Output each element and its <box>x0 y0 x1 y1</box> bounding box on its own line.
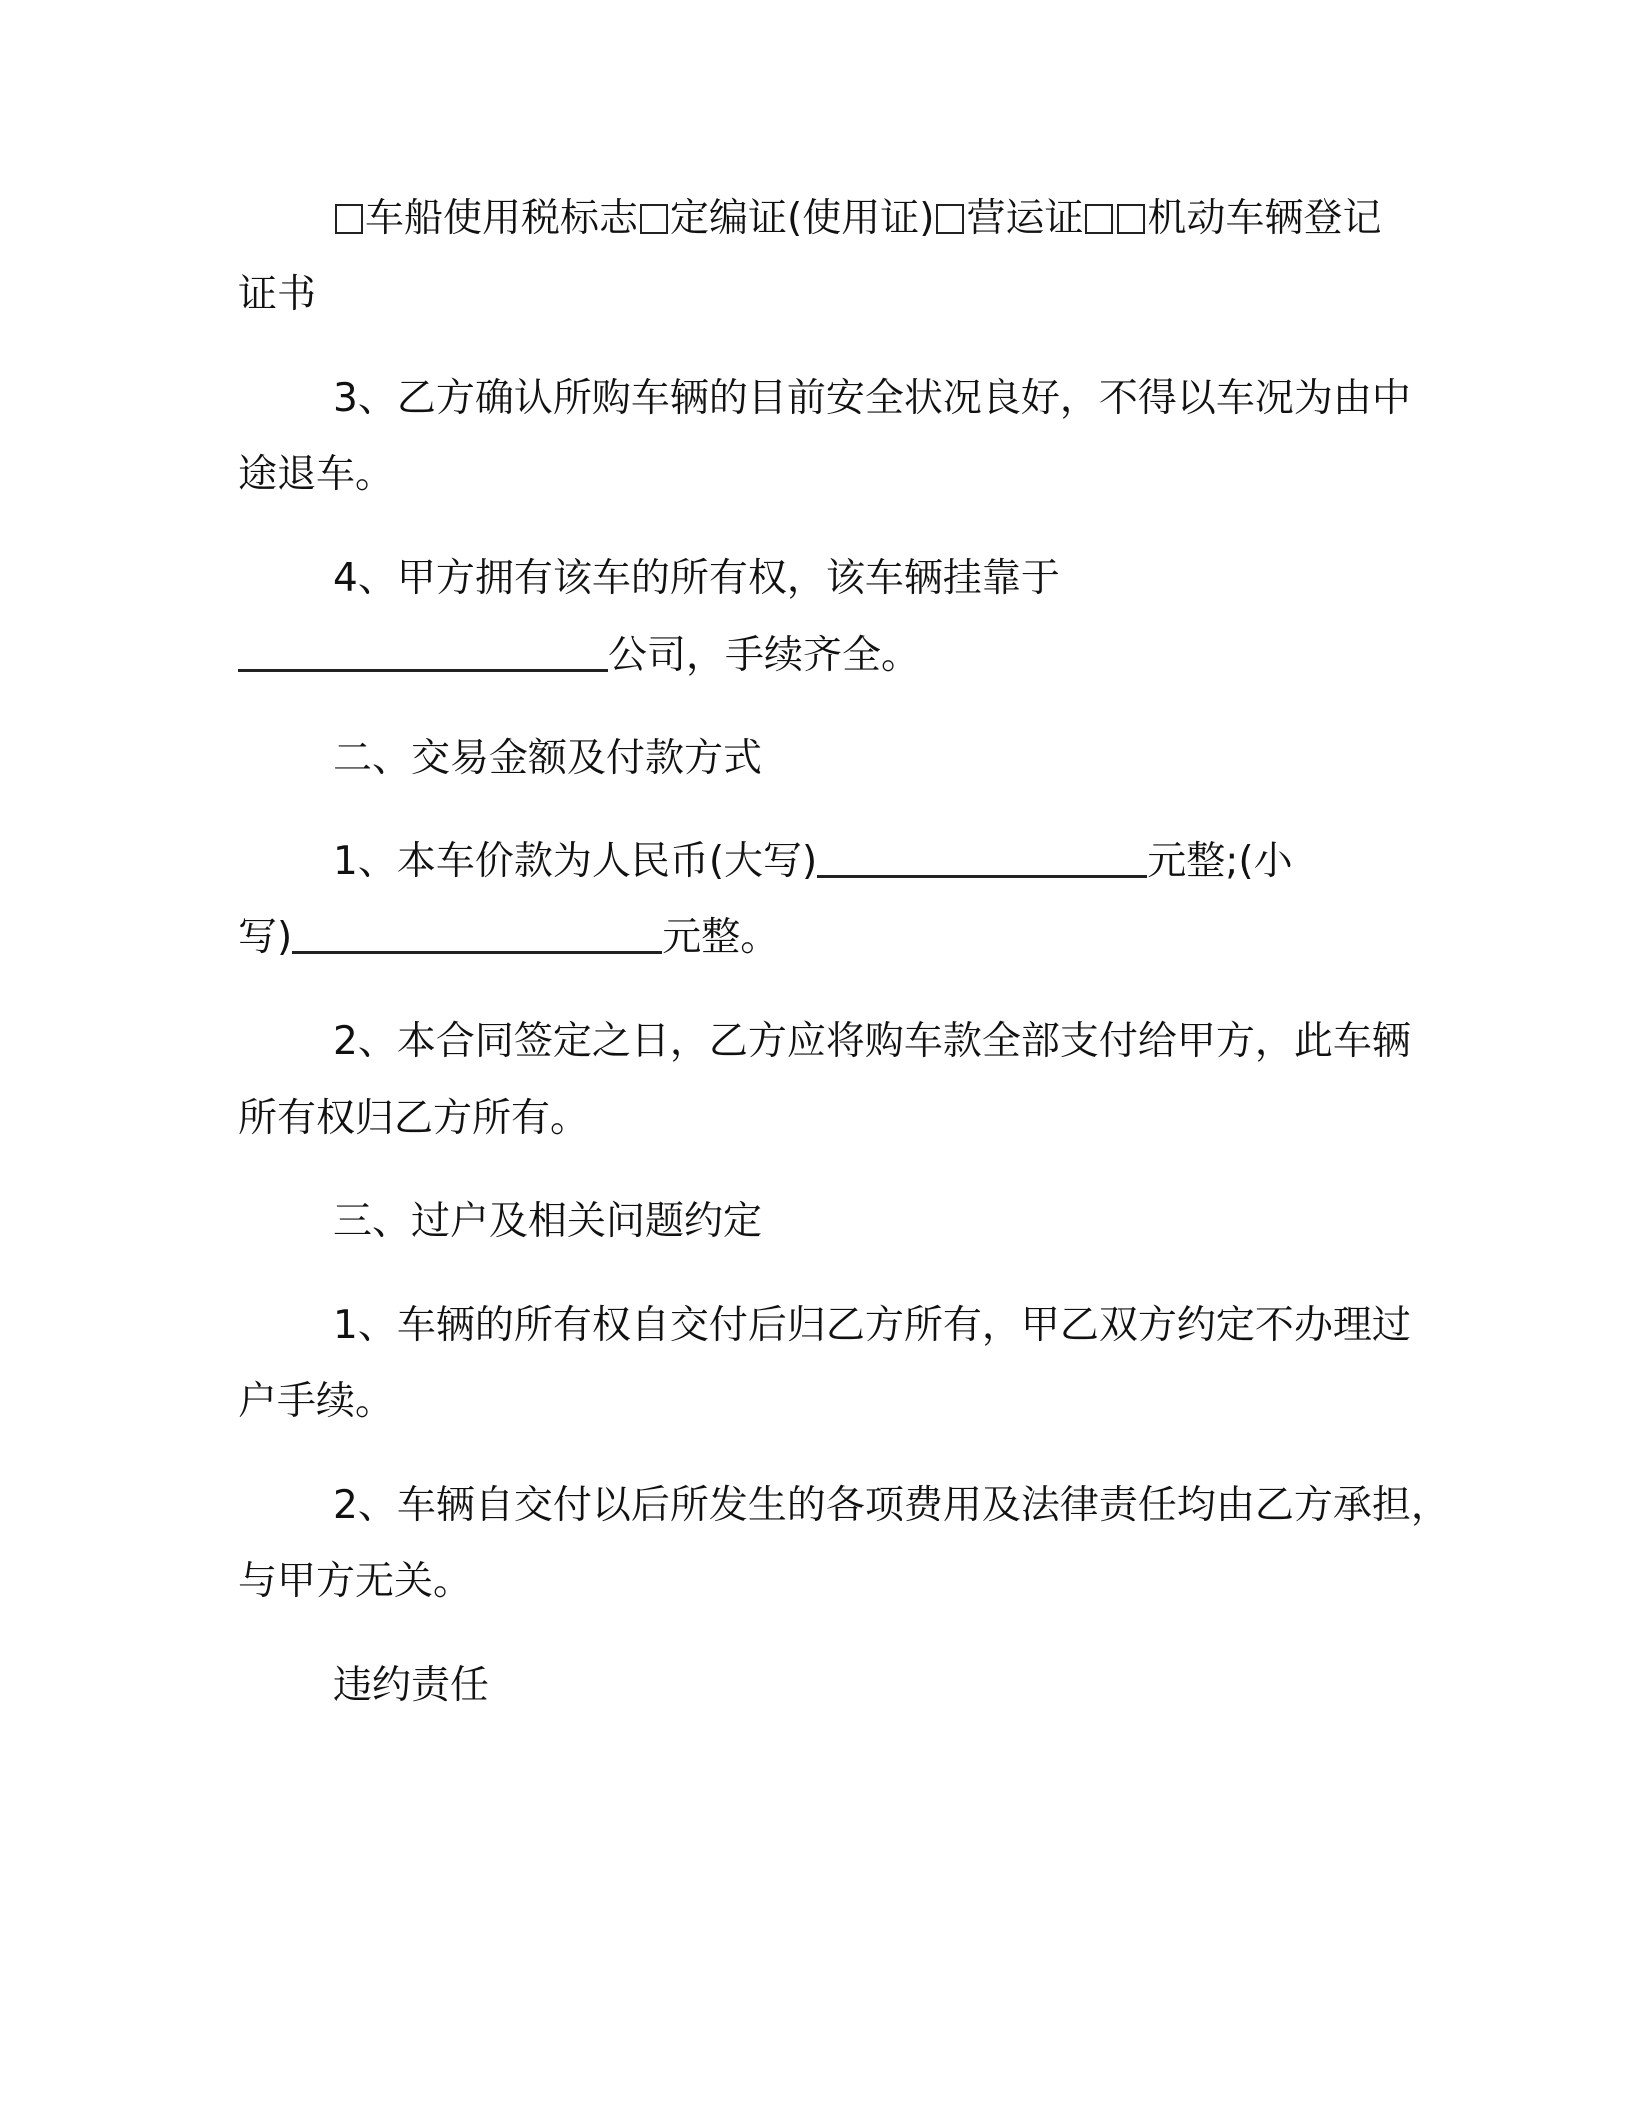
price-clause-mid: 元整;(小 <box>1147 839 1293 884</box>
checklist-item-vehicle-tax: 车船使用税标志 <box>365 196 639 241</box>
checkbox-icon[interactable] <box>1117 204 1145 234</box>
clause-4-line-2 <box>238 630 920 682</box>
checkbox-icon[interactable] <box>335 204 363 234</box>
checkbox-icon[interactable] <box>936 204 964 234</box>
transfer-clause-1-line-2: 户手续。 <box>238 1379 395 1424</box>
checkbox-icon[interactable] <box>640 204 668 234</box>
price-clause-line-1 <box>333 836 1293 888</box>
certificate-checklist-line <box>333 193 1381 245</box>
checklist-item-registration: 机动车辆登记 <box>1147 196 1382 241</box>
transfer-clause-2-line-2: 与甲方无关。 <box>238 1559 473 1604</box>
checklist-item-operation-permit: 营运证 <box>966 196 1084 241</box>
price-clause-line-2 <box>238 912 779 964</box>
price-uppercase-blank[interactable] <box>817 841 1147 878</box>
section-heading-liability: 违约责任 <box>333 1663 490 1708</box>
checklist-item-usage-permit: 定编证(使用证) <box>670 196 935 241</box>
payment-clause-line-2: 所有权归乙方所有。 <box>238 1096 590 1141</box>
transfer-clause-1-line-1: 1、车辆的所有权自交付后归乙方所有，甲乙双方约定不办理过 <box>333 1303 1411 1348</box>
company-name-blank[interactable] <box>238 635 608 672</box>
price-clause-end: 元整。 <box>662 915 780 960</box>
clause-3-line-2: 途退车。 <box>238 452 395 497</box>
checkbox-icon[interactable] <box>1085 204 1113 234</box>
transfer-clause-2-line-1: 2、车辆自交付以后所发生的各项费用及法律责任均由乙方承担， <box>333 1483 1450 1528</box>
clause-4-tail: 公司，手续齐全。 <box>608 633 921 678</box>
clause-4-line-1: 4、甲方拥有该车的所有权，该车辆挂靠于 <box>333 556 1060 601</box>
price-lowercase-label: 写) <box>238 915 293 960</box>
price-lowercase-blank[interactable] <box>292 917 662 954</box>
certificate-checklist-continuation: 证书 <box>238 272 317 317</box>
section-heading-transfer: 三、过户及相关问题约定 <box>333 1199 763 1244</box>
section-heading-payment: 二、交易金额及付款方式 <box>333 736 763 781</box>
clause-3-line-1: 3、乙方确认所购车辆的目前安全状况良好，不得以车况为由中 <box>333 376 1411 421</box>
price-clause-head: 1、本车价款为人民币(大写) <box>333 839 818 884</box>
payment-clause-line-1: 2、本合同签定之日，乙方应将购车款全部支付给甲方，此车辆 <box>333 1019 1411 1064</box>
